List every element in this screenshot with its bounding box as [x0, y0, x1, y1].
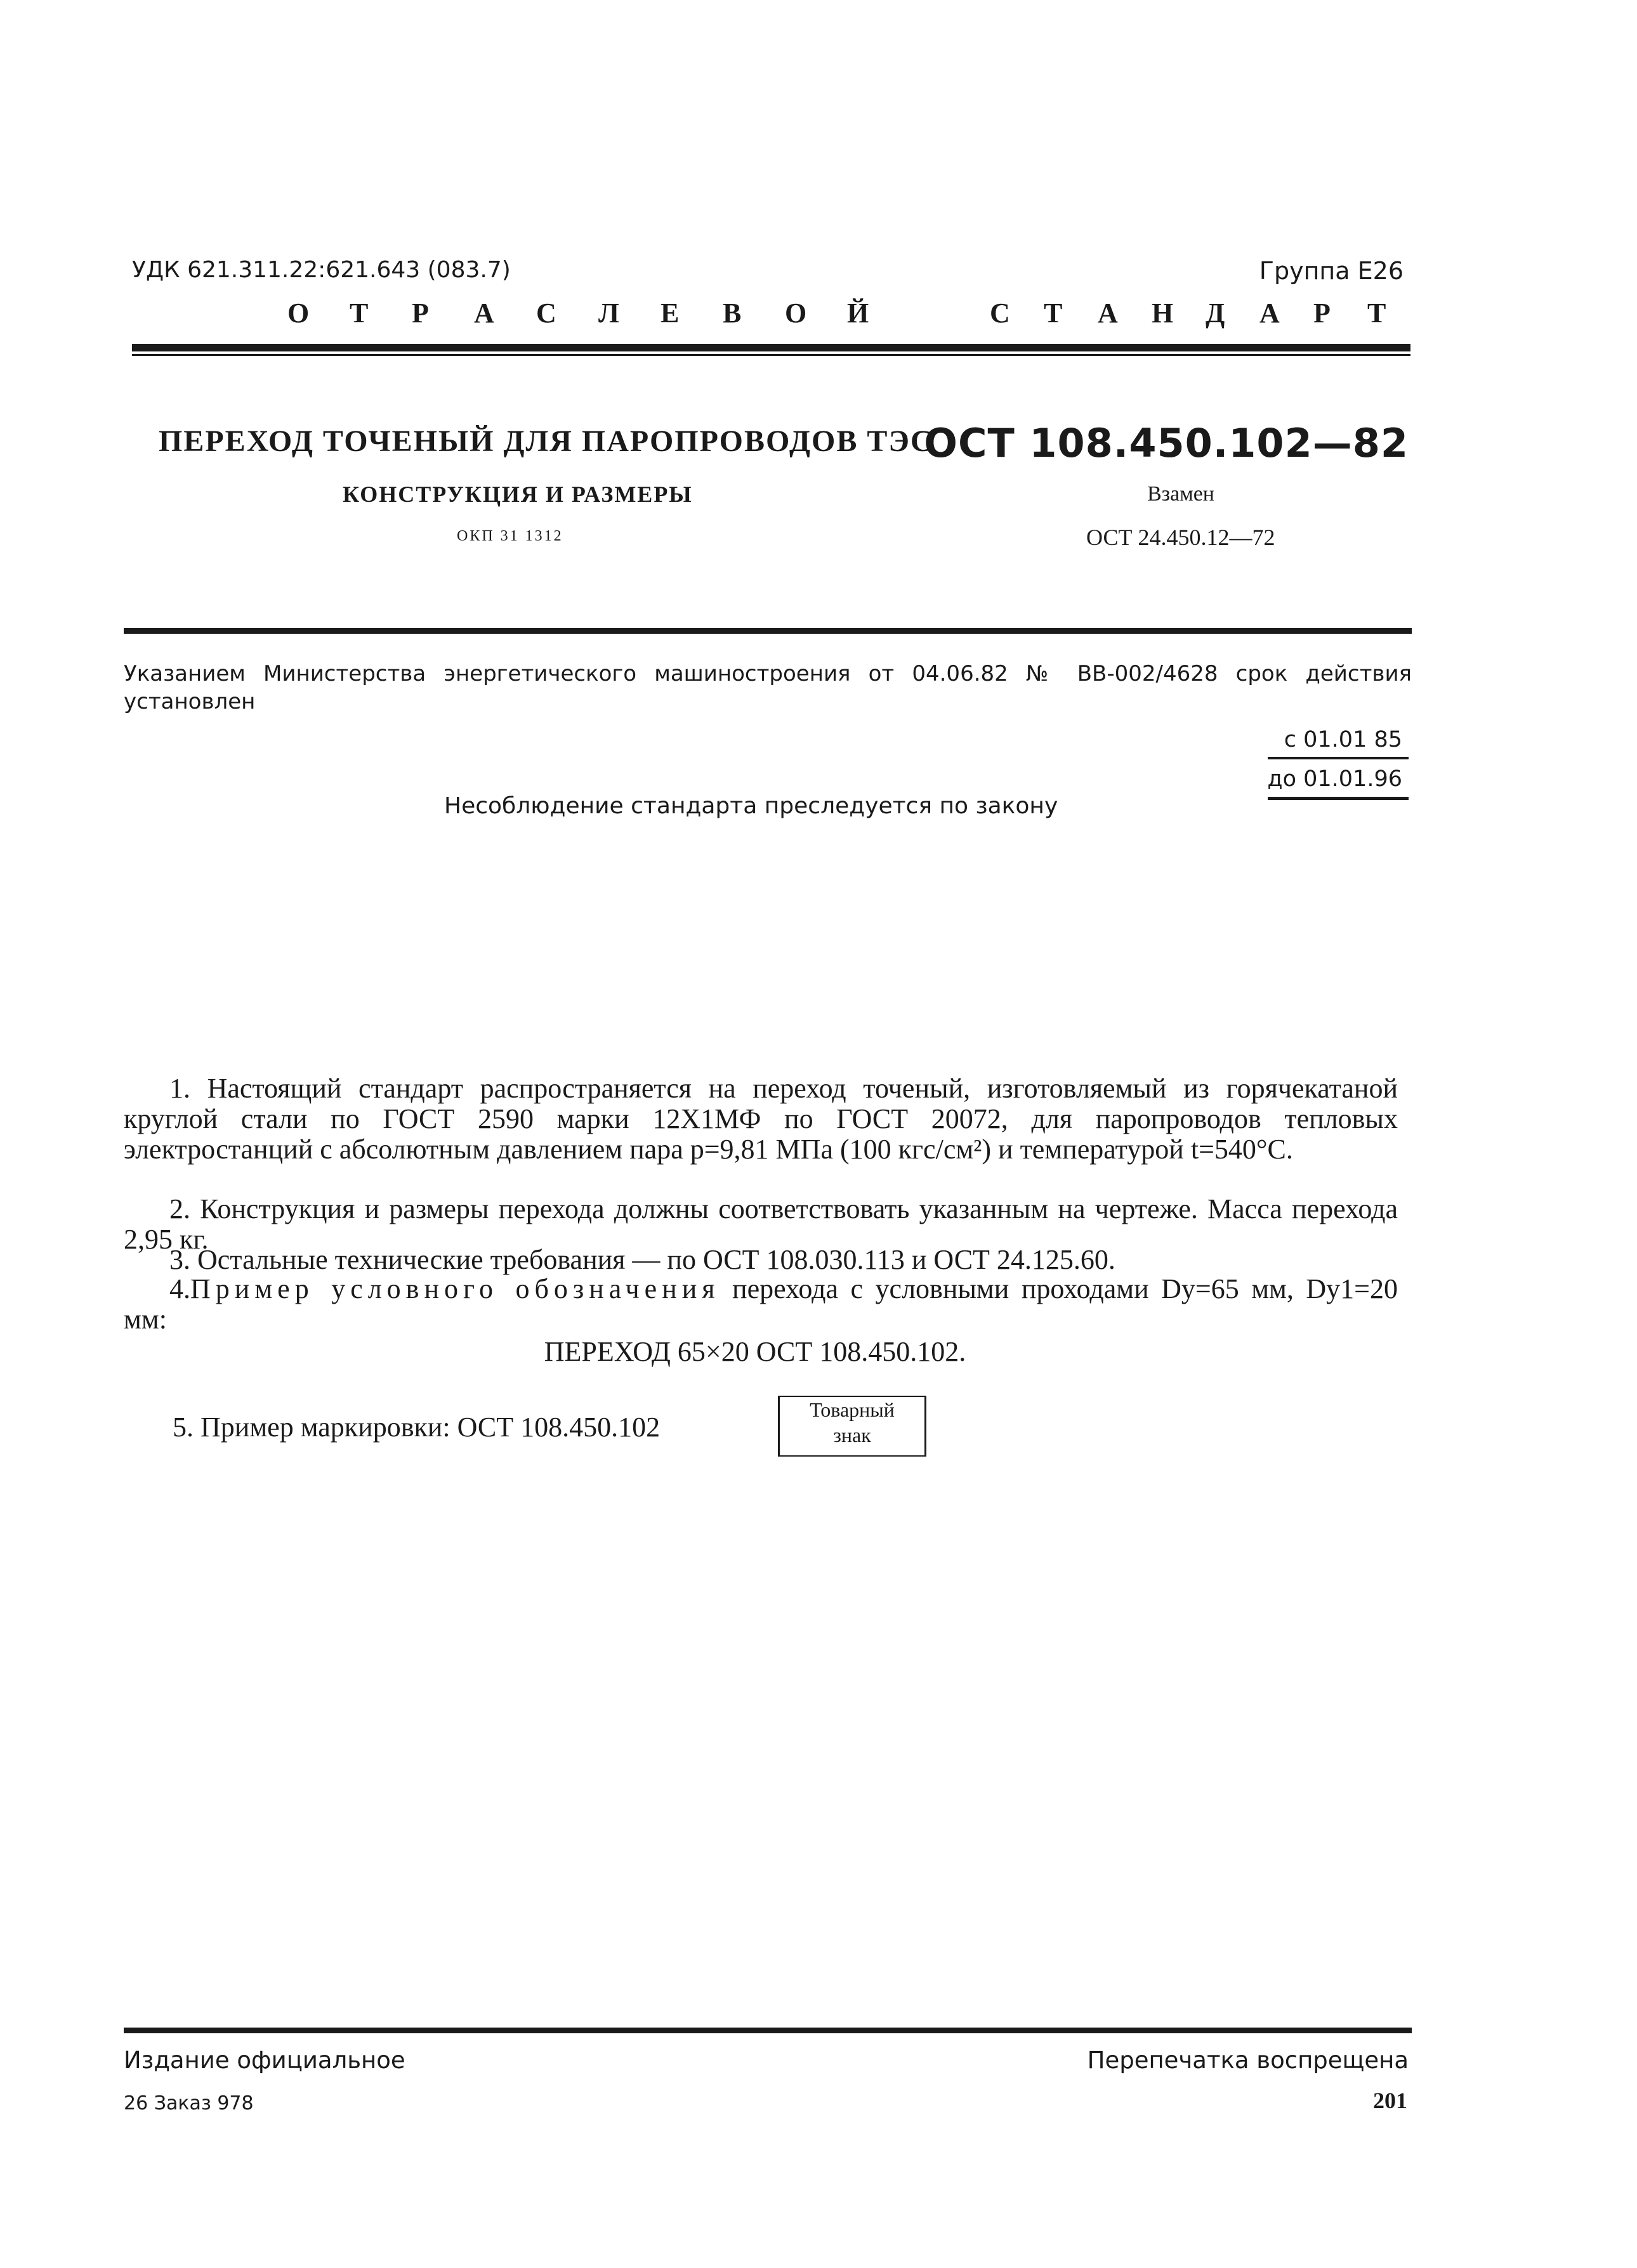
- order-number: 26 Заказ 978: [124, 2092, 254, 2114]
- banner-letter: А: [1259, 298, 1280, 329]
- paragraph-3-text: 3. Остальные технические требования — по ОСТ 108.030.113 и ОСТ 24.125.60.: [169, 1244, 1115, 1275]
- decree-text: Указанием Министерства энергетического машиностроения от 04.06.82 № ВВ-002/4628 срок действия установлен: [124, 661, 1412, 714]
- replaced-standard: ОСТ 24.450.12—72: [1086, 525, 1275, 550]
- paragraph-1-text: 1. Настоящий стандарт распространяется на переход точеный, изготовляемый из горячекатаной круглой стали по ГОСТ 2590 марки 12Х1МФ по ГОСТ 20072, для паропроводов тепловых электростанций с абсолютным давлением пара p=9,81 МПа (100 кгс/см²) и температурой t=540°С.: [124, 1073, 1398, 1165]
- banner-letter: Т: [1367, 298, 1386, 329]
- paragraph-4-number: 4.: [169, 1273, 190, 1304]
- paragraph-4: [124, 1274, 1398, 1335]
- banner-letter: О: [785, 298, 807, 329]
- banner-letter: А: [474, 298, 494, 329]
- banner-letter: Т: [350, 298, 369, 329]
- date-rule: [1268, 797, 1409, 800]
- edition-note: Издание официальное: [124, 2047, 405, 2074]
- okp-code: ОКП 31 1312: [457, 528, 563, 544]
- udk-code: УДК 621.311.22:621.643 (083.7): [132, 257, 511, 283]
- banner-letter: Й: [847, 298, 869, 329]
- page-number: 201: [1373, 2088, 1407, 2113]
- group-code: Группа Е26: [1259, 257, 1404, 285]
- trademark-line-1: Товарный: [810, 1398, 895, 1421]
- standard-code: ОСТ 108.450.102—82: [924, 420, 1409, 466]
- banner-letter: О: [287, 298, 310, 329]
- valid-from-date: с 01.01 85: [1284, 727, 1402, 752]
- paragraph-2-text: 2. Конструкция и размеры перехода должны соответствовать указанным на чертеже. Масса перехода 2,95 кг.: [124, 1193, 1398, 1255]
- paragraph-4-spaced: Пример условного обозначения: [190, 1273, 720, 1304]
- document-subtitle: КОНСТРУКЦИЯ И РАЗМЕРЫ: [343, 482, 693, 507]
- banner-letter: В: [723, 298, 742, 329]
- title-rule: [124, 628, 1412, 634]
- paragraph-4-rest: перехода с условными проходами Dу=65 мм, Dу1=20 мм:: [124, 1273, 1398, 1335]
- header-thin-rule: [132, 354, 1410, 356]
- header-thick-rule: [132, 344, 1410, 351]
- replaces-label: Взамен: [1147, 482, 1215, 506]
- valid-to-date: до 01.01.96: [1267, 766, 1402, 792]
- trademark-box: [778, 1396, 926, 1457]
- banner-letter: Т: [1044, 298, 1063, 329]
- banner-letter: А: [1098, 298, 1118, 329]
- banner-letter: Н: [1152, 298, 1174, 329]
- banner-letter: Д: [1206, 298, 1225, 329]
- designation-example: ПЕРЕХОД 65×20 ОСТ 108.450.102.: [544, 1336, 966, 1367]
- date-rule: [1268, 757, 1409, 759]
- reprint-note: Перепечатка воспрещена: [1087, 2047, 1409, 2074]
- banner-letter: Р: [412, 298, 429, 329]
- banner-letter: Л: [598, 298, 619, 329]
- footer-rule: [124, 2028, 1412, 2033]
- banner-letter: Е: [661, 298, 680, 329]
- document-title: ПЕРЕХОД ТОЧЕНЫЙ ДЛЯ ПАРОПРОВОДОВ ТЭС: [159, 424, 934, 458]
- paragraph-5: 5. Пример маркировки: ОСТ 108.450.102: [173, 1412, 661, 1443]
- banner-letter: С: [536, 298, 556, 329]
- paragraph-3: [124, 1245, 1398, 1275]
- banner-letter: С: [990, 298, 1010, 329]
- noncompliance-notice: Несоблюдение стандарта преследуется по закону: [444, 793, 1058, 819]
- paragraph-1: [124, 1073, 1398, 1165]
- trademark-line-2: знак: [833, 1424, 871, 1446]
- banner-letter: Р: [1313, 298, 1331, 329]
